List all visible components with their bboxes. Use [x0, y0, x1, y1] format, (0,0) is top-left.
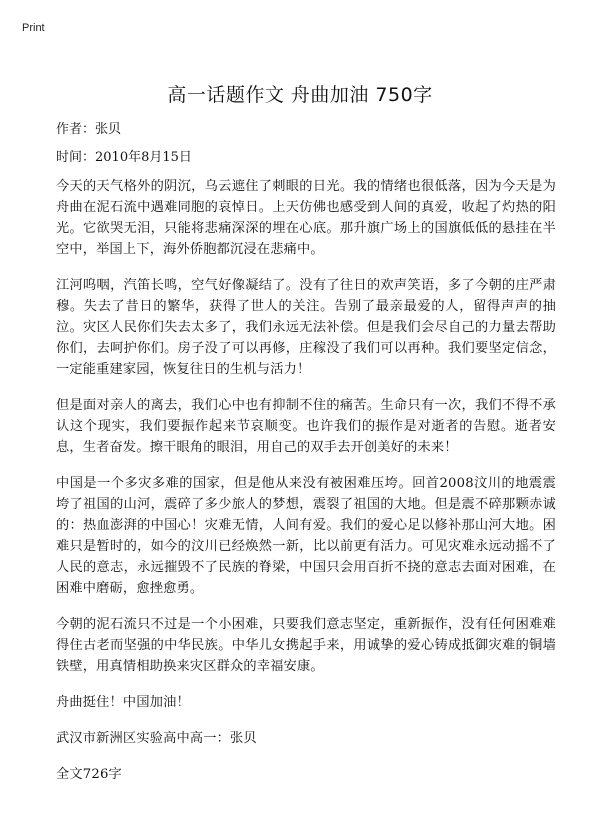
author-line: 作者：张贝 — [56, 122, 122, 137]
essay-body — [56, 176, 556, 800]
print-label[interactable]: Print — [22, 22, 45, 34]
paragraph: 今朝的泥石流只不过是一个小困难，只要我们意志坚定，重新振作，没有任何困难难得住古老而坚强的中华民族。中华儿女携起手来，用诚挚的爱心铸成抵御灾难的铜墙铁壁，用真情相助换来灾区群众的幸福安康。 — [56, 617, 556, 674]
essay-title: 高一话题作文 舟曲加油 750字 — [167, 84, 433, 106]
closing-slogan: 舟曲挺住！中国加油！ — [56, 695, 190, 710]
paragraph: 但是面对亲人的离去，我们心中也有抑制不住的痛苦。生命只有一次，我们不得不承认这个现实，我们要振作起来节哀顺变。也许我们的振作是对逝者的告慰。逝者安息，生者奋发。擦干眼角的眼泪，用自己的双手去开创美好的未来！ — [56, 398, 556, 455]
author-signature: 武汉市新洲区实验高中高一：张贝 — [56, 731, 257, 746]
paragraph: 江河呜咽，汽笛长鸣，空气好像凝结了。没有了往日的欢声笑语，多了今朝的庄严肃穆。失去了昔日的繁华，获得了世人的关注。告别了最亲最爱的人，留得声声的抽泣。灾区人民你们失去太多了，我们永远无法补偿。但是我们会尽自己的力量去帮助你们，去呵护你们。房子没了可以再修，庄稼没了我们可以再种。我们要坚定信念，一定能重建家园，恢复往日的生机与活力！ — [56, 278, 556, 377]
paragraph: 今天的天气格外的阴沉，乌云遮住了刺眼的日光。我的情绪也很低落，因为今天是为舟曲在泥石流中遇难同胞的哀悼日。上天仿佛也感受到人间的真爱，收起了灼热的阳光。它欲哭无泪，只能将悲痛深深的埋在心底。那升旗广场上的国旗低低的悬挂在半空中，举国上下，海外侨胞都沉浸在悲痛中。 — [56, 179, 556, 257]
date-line: 时间：2010年8月15日 — [56, 150, 192, 165]
word-count: 全文726字 — [56, 767, 122, 782]
paragraph: 中国是一个多灾多难的国家，但是他从来没有被困难压垮。回首2008汶川的地震震垮了祖国的山河，震碎了多少旅人的梦想，震裂了祖国的大地。但是震不碎那颗赤诚的：热血澎湃的中国心！灾难无情，人间有爱。我们的爱心足以修补那山河大地。困难只是暂时的，如今的汶川已经焕然一新，比以前更有活力。可见灾难永远动摇不了人民的意志，永远摧毁不了民族的脊梁，中国只会用百折不挠的意志去面对困难，在困难中磨砺，愈挫愈勇。 — [56, 476, 556, 596]
